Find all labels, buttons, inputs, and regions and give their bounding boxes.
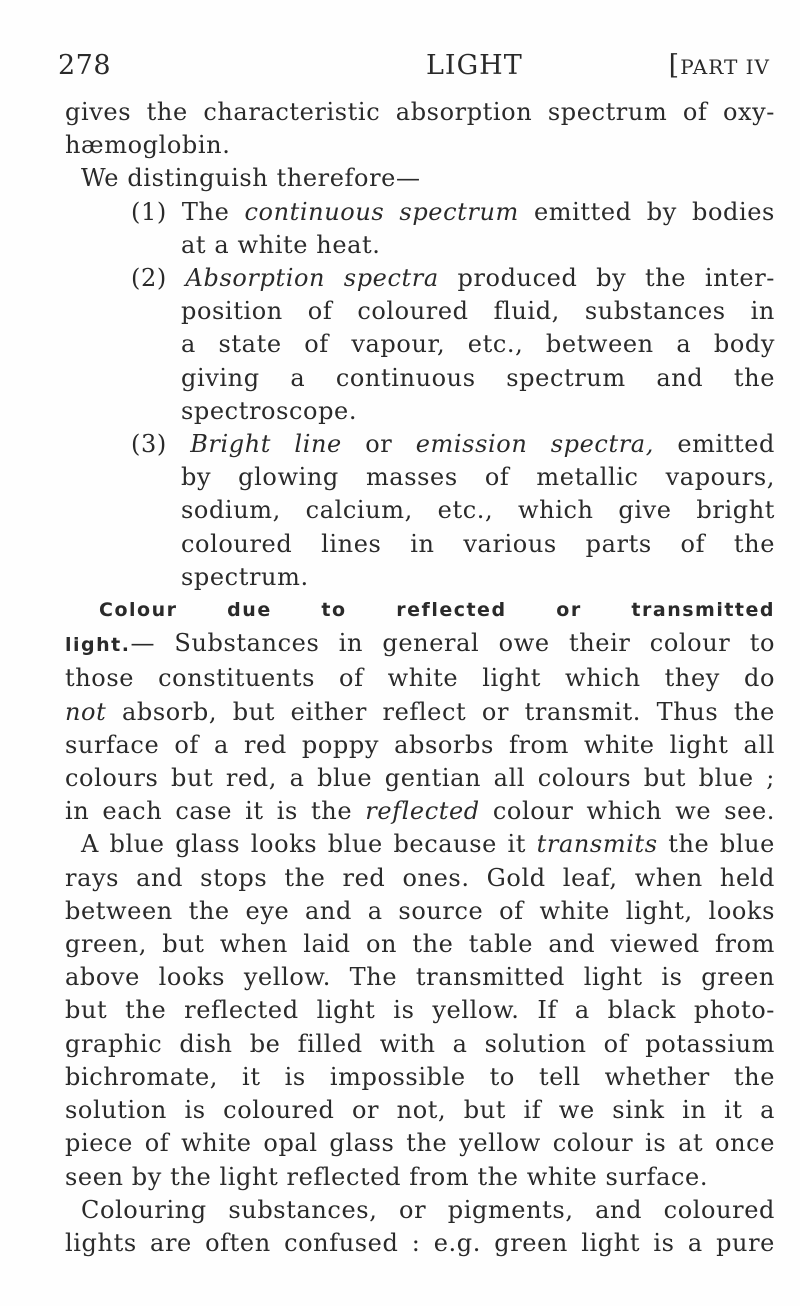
paragraph-text: colour which we see.: [479, 797, 775, 826]
part-label: [669, 46, 770, 87]
running-title: LIGHT: [426, 50, 523, 81]
text-line: We distinguish therefore—: [81, 164, 421, 193]
text-line: Colouring substances, or pigments, and coloured: [81, 1195, 775, 1224]
text-line: lights are often confused : e.g. green light is a pure: [65, 1228, 775, 1257]
text-line: a state of vapour, etc., between a body: [181, 330, 775, 359]
text-line: between the eye and a source of white light, looks: [65, 896, 775, 925]
emphasis: transmits: [536, 830, 658, 859]
text-line: bichromate, it is impossible to tell whether the: [65, 1062, 775, 1091]
text-line: graphic dish be filled with a solution of potassium: [65, 1029, 775, 1058]
paragraph-text: absorb, but either reflect or transmit. Thus the: [106, 697, 775, 726]
list-text: produced by the inter-: [438, 264, 776, 293]
text-line: seen by the light reflected from the white surface.: [65, 1162, 709, 1191]
page-number: 278: [58, 50, 112, 81]
list-item-2: [65, 262, 775, 295]
emphasis: emission spectra,: [415, 430, 654, 459]
list-text: or: [341, 430, 416, 459]
text-line: at a white heat.: [181, 230, 381, 259]
list-number: (3): [131, 430, 191, 459]
paragraph-text: in each case it is the: [65, 797, 366, 826]
text-line: those constituents of white light which they do: [65, 664, 775, 693]
emphasis: Absorption spectra: [185, 264, 439, 293]
list-text: emitted: [653, 430, 776, 459]
paragraph-text: the blue: [657, 830, 775, 859]
text-line: rays and stops the red ones. Gold leaf, when held: [65, 863, 775, 892]
text-line: coloured lines in various parts of the: [181, 529, 775, 558]
text-line: spectroscope.: [181, 396, 358, 425]
body-text: [65, 96, 775, 1260]
text-line: above looks yellow. The transmitted light is green: [65, 963, 775, 992]
section-heading: Colour due to reflected or transmitted: [99, 599, 775, 622]
text-line: spectrum.: [181, 562, 309, 591]
emphasis: continuous spectrum: [244, 197, 519, 226]
emphasis: not: [65, 697, 107, 726]
text-line: sodium, calcium, etc., which give bright: [181, 496, 775, 525]
page-header: [58, 46, 770, 86]
emphasis: Bright line: [190, 430, 342, 459]
text-line: green, but when laid on the table and viewed from: [65, 930, 775, 959]
paragraph-text: — Substances in general owe their colour to: [130, 629, 775, 658]
list-number: (2): [131, 264, 186, 293]
list-text: emitted by bodies: [518, 197, 775, 226]
part-bracket: [: [668, 50, 681, 81]
text-line: [65, 627, 775, 662]
part-label-text: PART IV: [680, 55, 770, 79]
section-heading-end: light.: [65, 634, 131, 657]
emphasis: reflected: [365, 797, 480, 826]
list-item-1: [65, 196, 775, 229]
text-line: but the reflected light is yellow. If a black photo-: [65, 996, 775, 1025]
list-item-3: [65, 428, 775, 461]
text-line: position of coloured fluid, substances in: [181, 297, 775, 326]
text-line: surface of a red poppy absorbs from white light all: [65, 730, 775, 759]
list-number: (1) The: [131, 197, 245, 226]
text-line: [65, 795, 775, 828]
text-line: [65, 696, 775, 729]
text-line: giving a continuous spectrum and the: [181, 363, 775, 392]
text-line: piece of white opal glass the yellow colour is at once: [65, 1129, 775, 1158]
text-line: by glowing masses of metallic vapours,: [181, 463, 775, 492]
text-line: gives the characteristic absorption spectrum of oxy-: [65, 98, 775, 126]
text-line: [65, 828, 775, 861]
paragraph-text: A blue glass looks blue because it: [81, 830, 537, 859]
text-line: colours but red, a blue gentian all colours but blue ;: [65, 764, 775, 793]
text-line: hæmoglobin.: [65, 131, 231, 160]
text-line: solution is coloured or not, but if we sink in it a: [65, 1096, 775, 1125]
